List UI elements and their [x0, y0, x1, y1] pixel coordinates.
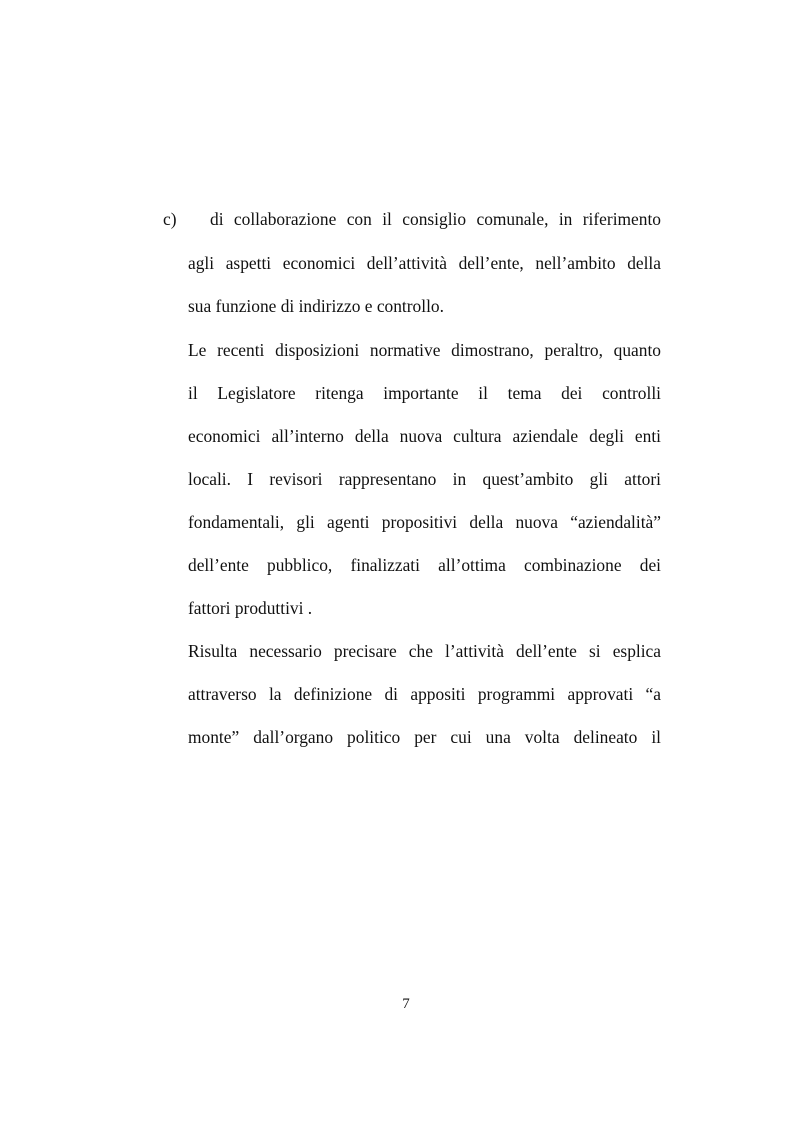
paragraph1-line-5: fondamentali, gli agenti propositivi della nuova “aziendalità” [188, 512, 661, 532]
paragraph2-line-3: monte” dall’organo politico per cui una volta delineato il [188, 727, 661, 747]
paragraph1-line-3: economici all’interno della nuova cultura aziendale degli enti [188, 426, 661, 446]
page-number: 7 [402, 996, 410, 1012]
paragraph1-line-6: dell’ente pubblico, finalizzati all’ottima combinazione dei [188, 555, 661, 575]
list-item-marker: c) [163, 209, 177, 229]
paragraph1-line-1: Le recenti disposizioni normative dimostrano, peraltro, quanto [188, 340, 661, 360]
paragraph1-line-2: il Legislatore ritenga importante il tema dei controlli [188, 383, 661, 403]
item-line-3: sua funzione di indirizzo e controllo. [188, 296, 444, 316]
paragraph1-line-4: locali. I revisori rappresentano in quest’ambito gli attori [188, 469, 661, 489]
paragraph1-line-7: fattori produttivi . [188, 598, 313, 618]
paragraph2-line-1: Risulta necessario precisare che l’attività dell’ente si esplica [188, 641, 661, 661]
paragraph2-line-2: attraverso la definizione di appositi programmi approvati “a [188, 684, 661, 704]
item-line-1: di collaborazione con il consiglio comunale, in riferimento [210, 209, 661, 229]
item-line-2: agli aspetti economici dell’attività dell’ente, nell’ambito della [188, 253, 661, 273]
